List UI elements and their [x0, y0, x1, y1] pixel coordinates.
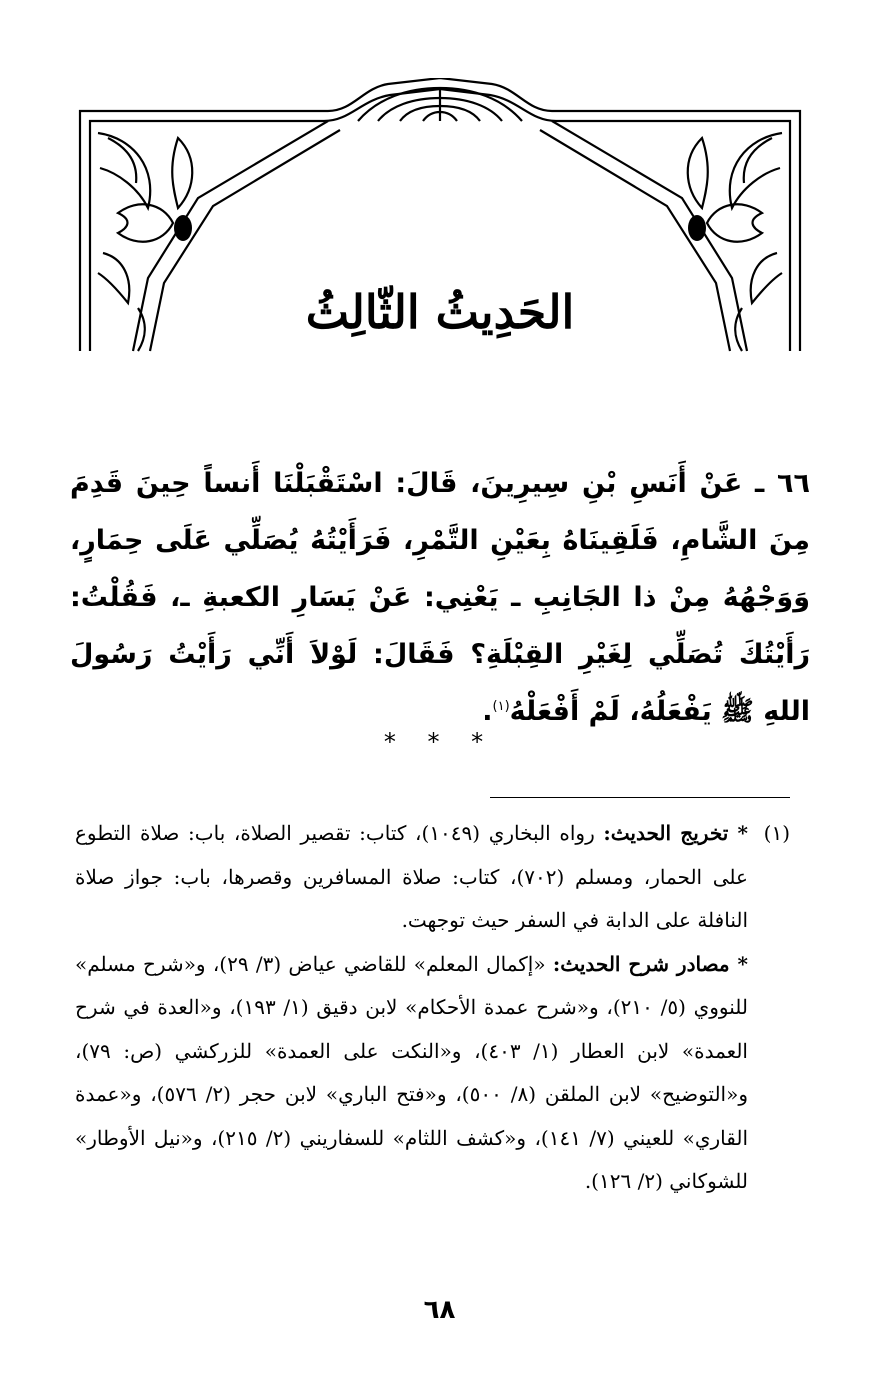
footnote-number: (١) [763, 821, 790, 845]
takhrij-label: * تخريج الحديث: [603, 821, 749, 845]
sources-text: «إكمال المعلم» للقاضي عياض (٣/ ٢٩)، و«شرح مسلم» للنووي (٥/ ٢١٠)، و«شرح عمدة الأحكام» لابن دقيق (١/ ١٩٣)، و«العدة في شرح العمدة» لابن العطار (١/ ٤٠٣)، و«النكت على العمدة» للزركشي (ص: ٧٩)، و«التوضيح» لابن الملقن (٨/ ٥٠٠)، و«فتح الباري» لابن حجر (٢/ ٥٧٦)، و«عمدة القاري» للعيني (٧/ ١٤١)، و«كشف اللثام» للسفاريني (٢/ ٢١٥)، و«نيل الأوطار» للشوكاني (٢/ ١٢٦). [75, 951, 748, 1193]
sources-paragraph [75, 943, 748, 1204]
hadith-text: ٦٦ ـ عَنْ أَنَسِ بْنِ سِيرِينَ، قَالَ: اسْتَقْبَلْنَا أَنساً حِينَ قَدِمَ مِنَ الشَّامِ، فَلَقِينَاهُ بِعَيْنِ التَّمْرِ، فَرَأَيْتُهُ يُصَلِّي عَلَى حِمَارٍ، وَوَجْهُهُ مِنْ ذا الجَانِبِ ـ يَعْنِي: عَنْ يَسَارِ الكعبةِ ـ، فَقُلْتُ: رَأَيْتُكَ تُصَلِّي لِغَيْرِ القِبْلَةِ؟ فَقَالَ: لَوْلاَ أَنِّي رَأَيْتُ رَسُولَ اللهِ ﷺ يَفْعَلُهُ، لَمْ أَفْعَلْهُ [70, 468, 810, 727]
takhrij-text: رواه البخاري (١٠٤٩)، كتاب: تقصير الصلاة، باب: صلاة التطوع على الحمار، ومسلم (٧٠٢)، كتاب: صلاة المسافرين وقصرها، باب: جواز صلاة النافلة على الدابة في السفر حيث توجهت. [75, 821, 748, 932]
footnote-item [75, 812, 790, 1204]
footnotes-section [75, 812, 790, 1204]
takhrij-paragraph [75, 812, 748, 943]
chapter-title: الحَدِيثُ الثّالِثُ [305, 285, 575, 339]
hadith-end-mark: . [482, 696, 493, 727]
hadith-text-block [70, 455, 810, 740]
footnote-reference[interactable]: (١) [492, 699, 510, 714]
section-separator: * * * [383, 728, 496, 756]
page-number: ٦٨ [423, 1295, 456, 1325]
footnote-divider [490, 797, 790, 798]
sources-label: * مصادر شرح الحديث: [552, 951, 748, 976]
footnote-content [75, 812, 748, 1204]
